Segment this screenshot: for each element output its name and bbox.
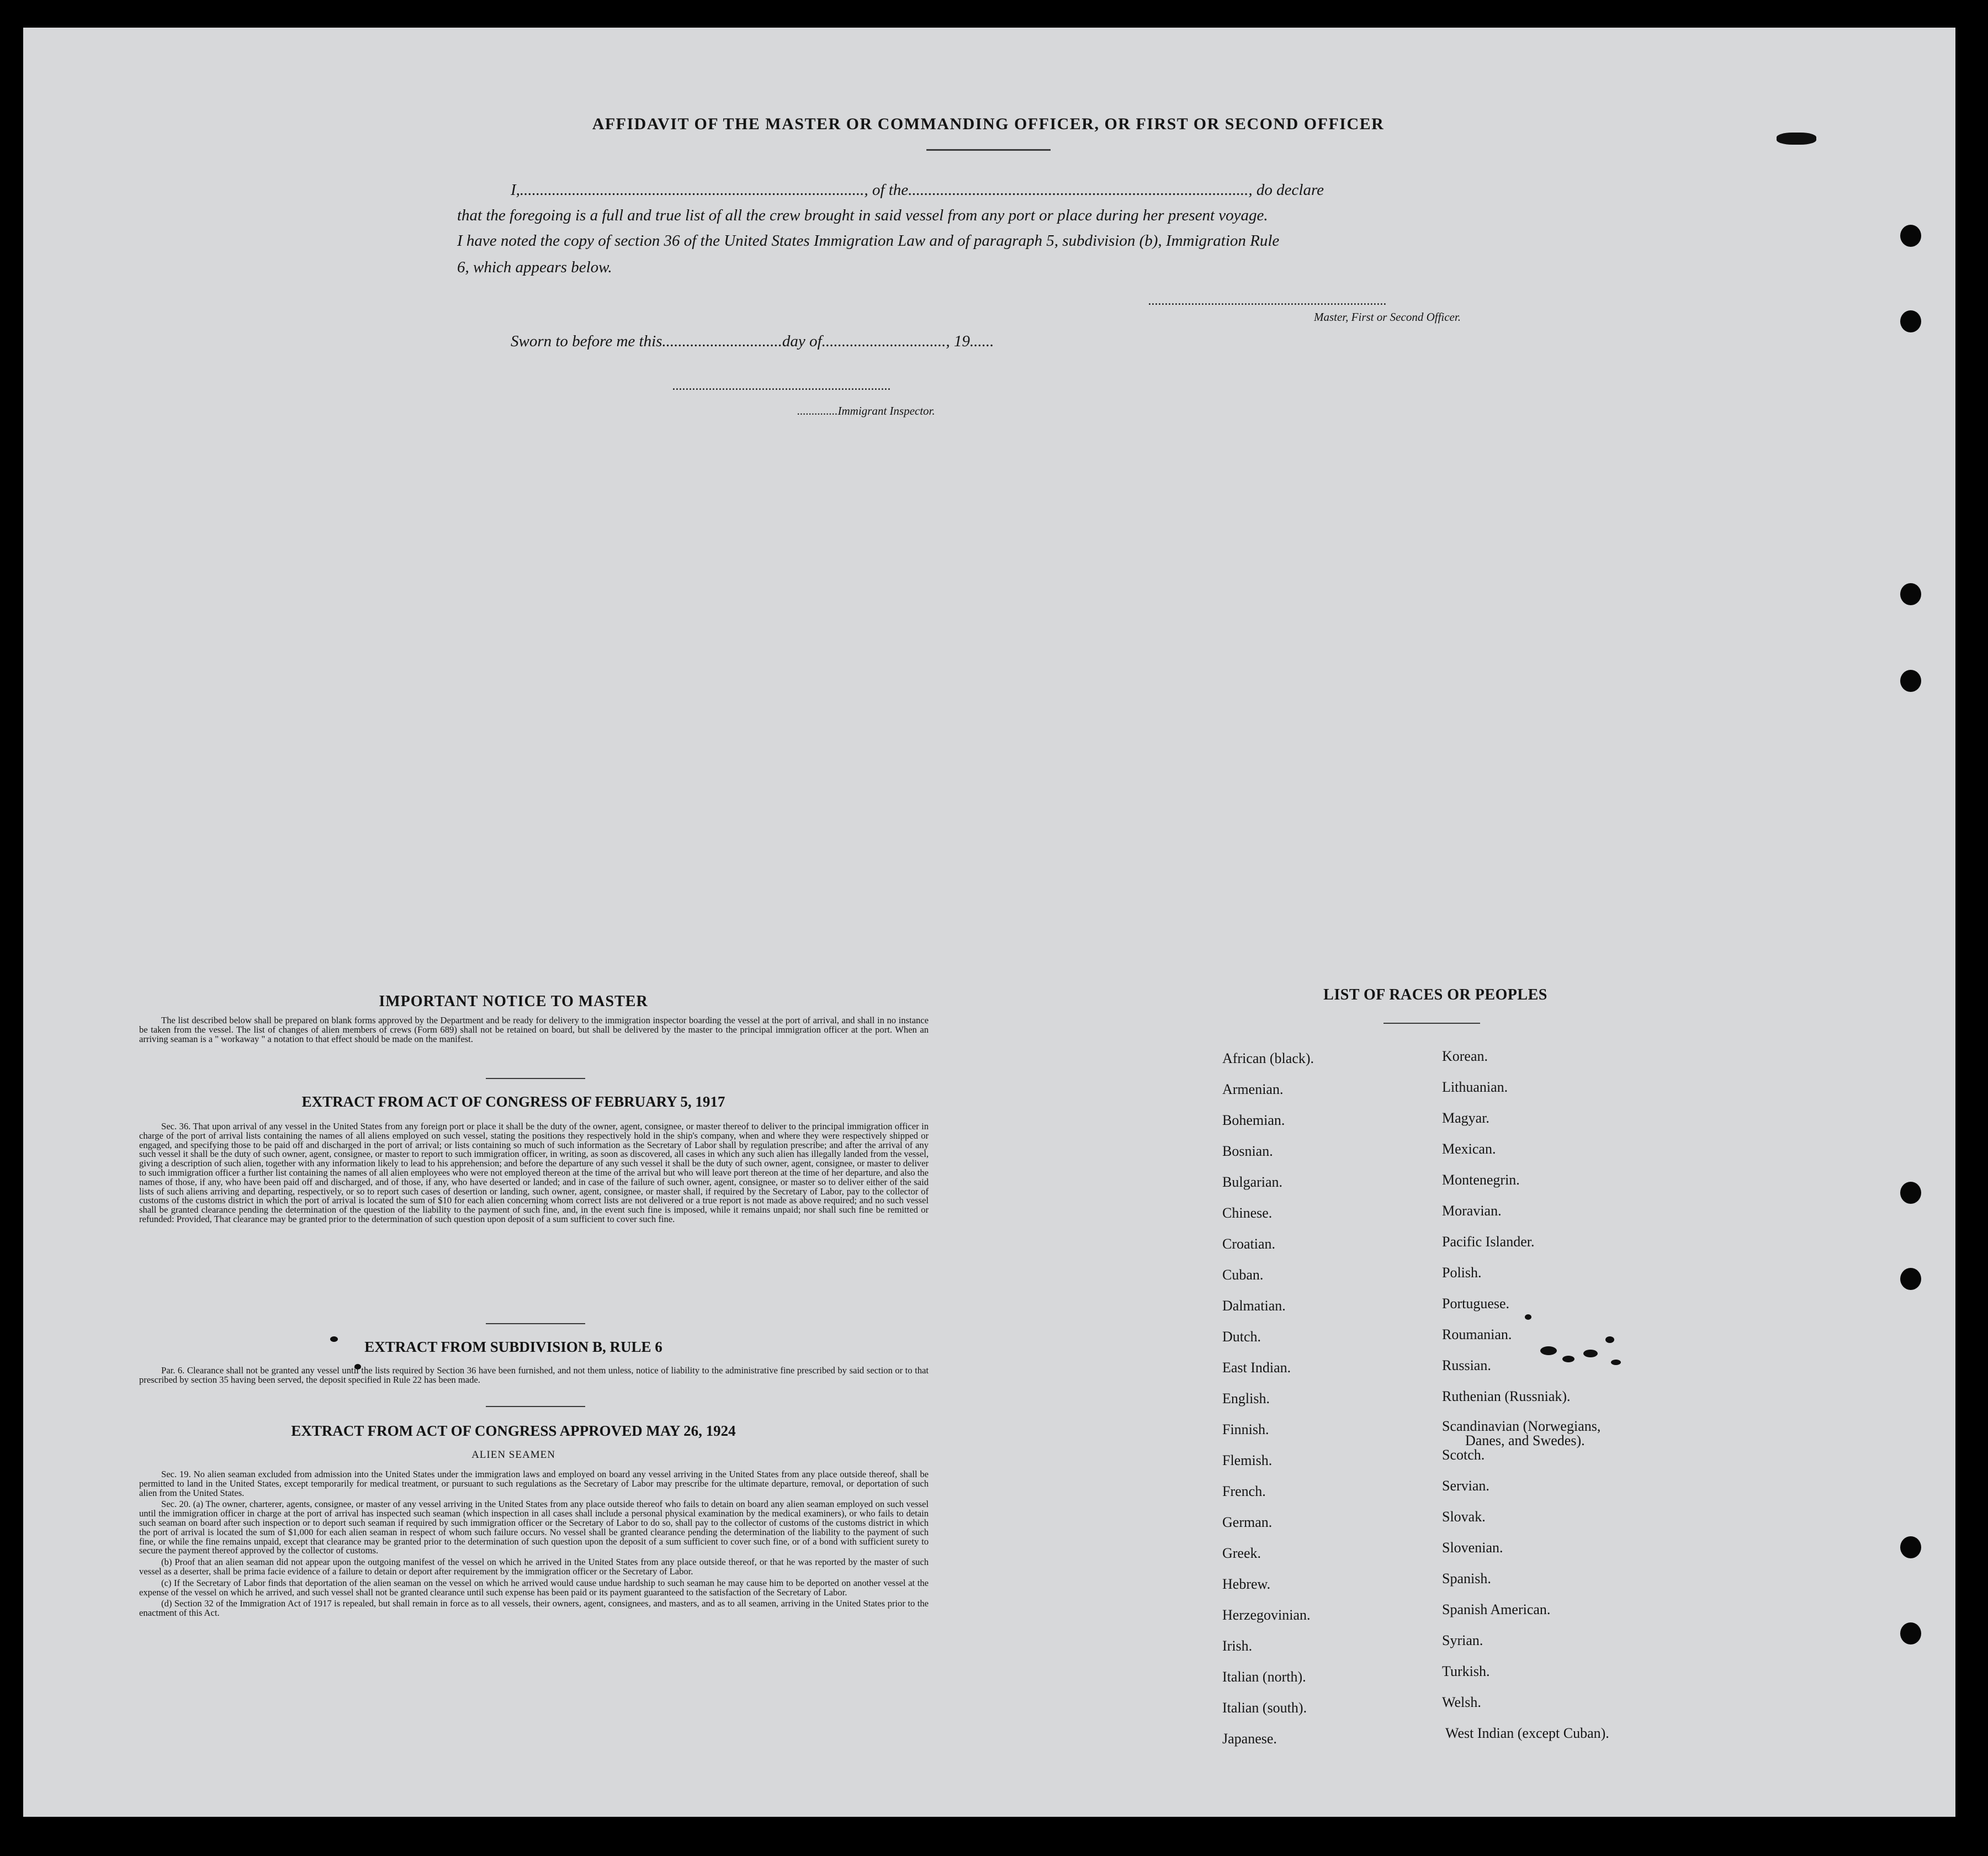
extract-1917-paragraph: Sec. 36. That upon arrival of any vessel in the United States from any foreign port or place it shall be the duty of the owner, agent, consignee, or master thereof to deliver to the principal immigration officer in charge of the port of arrival lists containing the names of all aliens employed on such vessel, stating the positions they respectively hold in the ship's company, when and where they were respectively shipped or engaged, and specifying those to be paid off and discharged in the port of arrival; or lists containing so much of such information as the Secretary of Labor shall by regulation prescribe; and after the arrival of any such vessel it shall be the duty of such owner, agent, consignee, or master to report to such immigration officer, in writing, as soon as discovered, all cases in which any such alien has illegally landed from the vessel, giving a description of such alien, together with any information likely to lead to his apprehension; and before the departure of any such vessel it shall be the duty of such owner, agent, consignee, or master to deliver to such immigration officer a further list containing the names of all alien employees who were not employed thereon at the time of the arrival but who will leave port thereon at the time of her departure, and also the names of those, if any, who have been paid off and discharged, and of those, if any, who have deserted or landed; and in case of the failure of such owner, agent, consignee, or master so to deliver either of the said lists of such aliens arriving and departing, respectively, or so to report such cases of desertion or landing, such owner, agent, consignee, or master shall, if required by the Secretary of Labor, pay to the collector of customs of the customs district in which the port of arrival is located the sum of $10 for each alien concerning whom correct lists are not delivered or a true report is not made as above required; and no such vessel shall be granted clearance pending the determination of the question of the liability to the payment of such fine, and, in the event such fine is imposed, while it remains unpaid; nor shall such fine be remitted or refunded: Provided, That clearance may be granted prior to the determination of such question upon deposit of a sum sufficient to cover such fine. — [139, 1121, 929, 1224]
divider — [486, 1406, 585, 1407]
extract-1924-subtitle: ALIEN SEAMEN — [471, 1449, 555, 1461]
sec-20b-paragraph: (b) Proof that an alien seaman did not appear upon the outgoing manifest of the vessel on which he arrived in the United States from any place outside thereof, or that he was reported by the master of such vessel as a deserter, shall be prima facie evidence of a failure to detain or deport after requirement by the immigration officer or the Secretary of Labor. — [139, 1557, 929, 1577]
inspector-label-text: Immigrant Inspector. — [837, 404, 935, 417]
affidavit-line-2: that the foregoing is a full and true list of all the crew brought in said vessel from any port or place during her present voyage. — [457, 207, 1268, 224]
extract-1924-body — [139, 1470, 929, 1618]
race-item: Spanish. — [1442, 1571, 1491, 1587]
race-item: Dutch. — [1222, 1329, 1261, 1345]
divider — [926, 149, 1051, 151]
notice-paragraph: The list described below shall be prepared on blank forms approved by the Department and be ready for delivery to the immigration inspector boarding the vessel at the port of arrival, and shall in no instance be taken from the vessel. The list of changes of alien members of crews (Form 689) shall not be retained on board, but shall be delivered by the master to the principal immigration officer at the port. When an arriving seaman is a " workaway " a notation to that effect should be made on the manifest. — [139, 1015, 929, 1044]
race-item: Moravian. — [1442, 1203, 1502, 1219]
binder-hole — [1900, 1182, 1921, 1204]
binder-hole — [1900, 1268, 1921, 1290]
race-item: Danes, and Swedes). — [1465, 1432, 1585, 1448]
race-item: Cuban. — [1222, 1267, 1264, 1283]
race-item: Bulgarian. — [1222, 1174, 1283, 1190]
ink-speck — [1611, 1360, 1621, 1365]
sec-20d-paragraph: (d) Section 32 of the Immigration Act of 1917 is repealed, but shall remain in force as to all vessels, their owners, agent, consignees, and masters, and as to all seamen, arriving in the United States prior to the enactment of this Act. — [139, 1598, 929, 1619]
ink-speck — [1605, 1336, 1614, 1343]
race-item: Herzegovinian. — [1222, 1607, 1311, 1623]
race-item: Slovenian. — [1442, 1540, 1503, 1556]
inspector-label — [797, 404, 935, 418]
inspector-label-dots: .............. — [797, 404, 838, 417]
race-item: Mexican. — [1442, 1141, 1496, 1157]
ink-speck — [1525, 1314, 1531, 1320]
race-item: Roumanian. — [1442, 1326, 1512, 1342]
race-item: Lithuanian. — [1442, 1079, 1508, 1095]
sec-19-paragraph: Sec. 19. No alien seaman excluded from admission into the United States under the immigration laws and employed on board any vessel arriving in the United States from any place outside thereof, shall be permitted to land in the United States, except temporarily for medical treatment, or pursuant to such regulations as the Secretary of Labor may prescribe for the ultimate departure, removal, or deportation of such alien from the United States. — [139, 1469, 929, 1498]
race-item: Montenegrin. — [1442, 1172, 1520, 1188]
race-item: Chinese. — [1222, 1205, 1273, 1221]
extract-1917-title: EXTRACT FROM ACT OF CONGRESS OF FEBRUARY 5, 1917 — [301, 1093, 725, 1110]
race-item: Korean. — [1442, 1048, 1488, 1064]
rule6-body — [139, 1366, 929, 1385]
race-item: Bohemian. — [1222, 1112, 1285, 1128]
binder-hole — [1900, 670, 1921, 692]
race-item: Servian. — [1442, 1478, 1489, 1494]
race-item: Scotch. — [1442, 1447, 1485, 1463]
binder-hole — [1900, 225, 1921, 247]
race-item: Bosnian. — [1222, 1143, 1273, 1159]
affidavit-line-3: I have noted the copy of section 36 of the United States Immigration Law and of paragraph 5, subdivision (b), Immigration Rule — [457, 232, 1280, 250]
race-item: German. — [1222, 1514, 1273, 1530]
signature-dots: ........................................................................ — [1148, 294, 1387, 308]
race-item: Magyar. — [1442, 1110, 1489, 1126]
affidavit-title: AFFIDAVIT OF THE MASTER OR COMMANDING OFFICER, OR FIRST OR SECOND OFFICER — [592, 115, 1385, 133]
rule6-title: EXTRACT FROM SUBDIVISION B, RULE 6 — [364, 1339, 662, 1355]
race-item: Irish. — [1222, 1638, 1253, 1654]
race-item: Croatian. — [1222, 1236, 1276, 1252]
race-item: Slovak. — [1442, 1509, 1486, 1525]
race-item: Portuguese. — [1442, 1296, 1510, 1312]
race-item: Turkish. — [1442, 1663, 1490, 1679]
race-item: Russian. — [1442, 1357, 1491, 1373]
sec-20c-paragraph: (c) If the Secretary of Labor finds that deportation of the alien seaman on the vessel on which he arrived would cause undue hardship to such seaman he may cause him to be deported on another vessel at the expense of the vessel on which he arrived, and such vessel shall not be granted clearance until such expense has been paid or its payment guaranteed to the satisfaction of the Secretary of Labor. — [139, 1577, 929, 1598]
ink-speck — [1562, 1356, 1575, 1362]
sec-20a-paragraph: Sec. 20. (a) The owner, charterer, agents, consignee, or master of any vessel arriving in the United States from any place outside thereof who fails to detain on board any alien seaman employed on such vessel until the immigration officer in charge at the port of arrival has inspected such seaman (which inspection in all cases shall include a personal physical examination by the medical examiners), or who fails to detain such seaman on board after such inspection or to deport such seaman if required by such immigration officer or the Secretary of Labor to do so, shall pay to the collector of customs of the customs district in which the port of arrival is located the sum of $1,000 for each alien seaman in respect of whom such failure occurs. No vessel shall be granted clearance pending the determination of the liability to the payment of such fine, or while the fine remains unpaid, except that clearance may be granted prior to the determination of such question upon the deposit of a sum sufficient to cover such fine, or of a bond with sufficient surety to secure the payment thereof approved by the collector of customs. — [139, 1499, 929, 1556]
race-item: Scandinavian (Norwegians, — [1442, 1418, 1601, 1434]
sworn-line: Sworn to before me this..............................day of..............................., 19...... — [511, 332, 994, 350]
race-item: Finnish. — [1222, 1421, 1269, 1437]
affidavit-line-4: 6, which appears below. — [457, 258, 612, 276]
extract-1924-title: EXTRACT FROM ACT OF CONGRESS APPROVED MAY 26, 1924 — [291, 1423, 736, 1439]
race-item: Japanese. — [1222, 1731, 1277, 1747]
affidavit-line-1: I,......................................................................................, of the....................................................................................., do declare — [511, 181, 1324, 199]
inspector-signature-dots: .................................................................. — [672, 379, 891, 393]
notice-body — [139, 1016, 929, 1044]
race-item: Spanish American. — [1442, 1601, 1551, 1617]
divider — [1383, 1023, 1480, 1024]
race-item: Greek. — [1222, 1545, 1261, 1561]
race-item: French. — [1222, 1483, 1266, 1499]
race-item: Hebrew. — [1222, 1576, 1271, 1592]
race-item: Italian (north). — [1222, 1669, 1306, 1685]
race-item: East Indian. — [1222, 1360, 1291, 1376]
binder-hole — [1900, 310, 1921, 332]
divider — [486, 1078, 585, 1079]
race-item: Flemish. — [1222, 1452, 1273, 1468]
race-item: Italian (south). — [1222, 1700, 1307, 1716]
race-item: Syrian. — [1442, 1632, 1483, 1648]
ink-speck — [1540, 1346, 1557, 1355]
ink-speck — [1583, 1350, 1598, 1357]
race-item: Polish. — [1442, 1265, 1482, 1281]
binder-hole — [1900, 1536, 1921, 1558]
binder-hole — [1900, 583, 1921, 605]
race-item: Armenian. — [1222, 1081, 1284, 1097]
divider — [486, 1323, 585, 1324]
race-item: West Indian (except Cuban). — [1445, 1725, 1609, 1741]
binder-hole — [1900, 1622, 1921, 1645]
race-item: Dalmatian. — [1222, 1298, 1286, 1314]
notice-title: IMPORTANT NOTICE TO MASTER — [379, 993, 648, 1010]
scan-border — [1955, 0, 1988, 1856]
race-item: Pacific Islander. — [1442, 1234, 1535, 1250]
race-item: Welsh. — [1442, 1694, 1481, 1710]
rule6-paragraph: Par. 6. Clearance shall not be granted any vessel until the lists required by Section 36 have been furnished, and not them unless, notice of liability to the administrative fine prescribed by said section or to that prescribed by section 35 having been served, the deposit specified in Rule 22 has been made. — [139, 1365, 929, 1385]
race-item: English. — [1222, 1390, 1270, 1406]
races-title: LIST OF RACES OR PEOPLES — [1323, 986, 1547, 1003]
race-item: Ruthenian (Russniak). — [1442, 1388, 1571, 1404]
ink-blot — [1777, 133, 1816, 145]
race-item: African (black). — [1222, 1050, 1314, 1066]
extract-1917-body — [139, 1122, 929, 1224]
master-signature-label: Master, First or Second Officer. — [1314, 310, 1461, 324]
